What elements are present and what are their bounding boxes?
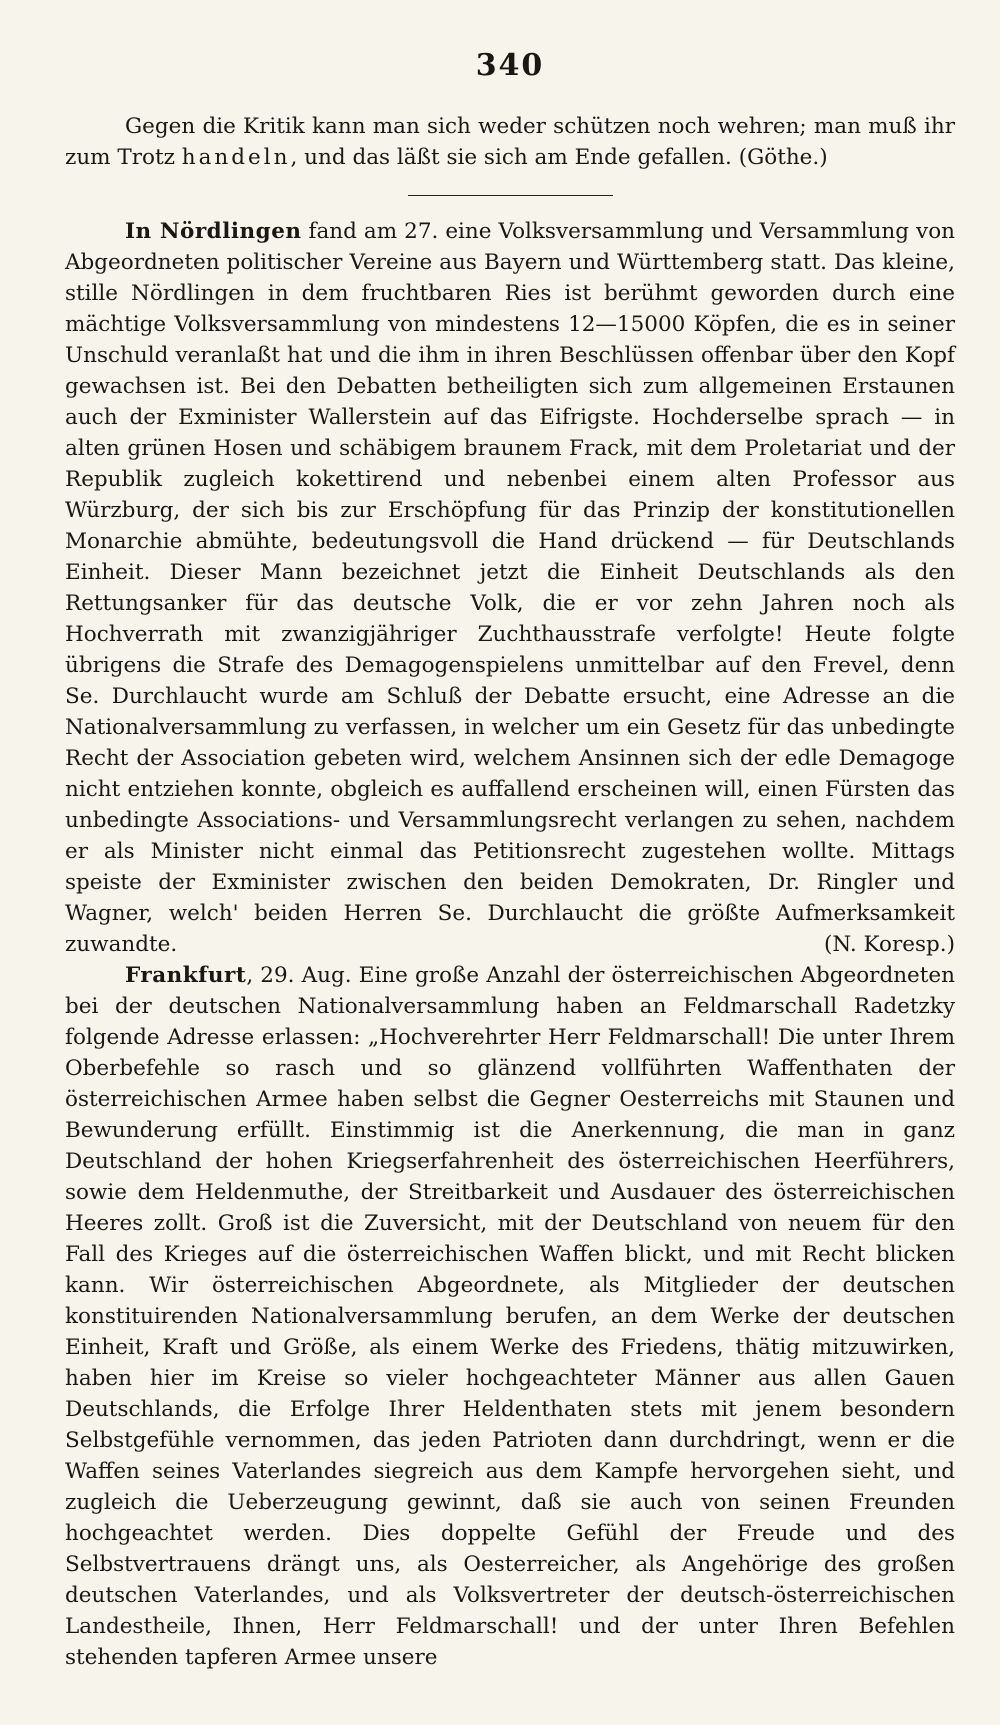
article-noerdlingen-place: In Nördlingen xyxy=(125,219,302,244)
article-frankfurt-body: , 29. Aug. Eine große Anzahl der österreichischen Abgeordneten bei der deutschen Nationalversammlung haben an Feldmarschall Radetzky folgende Adresse erlassen: „Hochverehrter Herr Feldmarschall! Die unter Ihrem Oberbefehle so rasch und so glänzend vollführten Waffenthaten der österreichischen Armee haben selbst die Gegner Oesterreichs mit Staunen und Bewunderung erfüllt. Einstimmig ist die Anerkennung, die man in ganz Deutschland der hohen Kriegserfahrenheit des österreichischen Heerführers, sowie dem Heldenmuthe, der Streitbarkeit und Ausdauer des österreichischen Heeres zollt. Groß ist die Zuversicht, mit der Deutschland von neuem für den Fall des Krieges auf die österreichischen Waffen blickt, und mit Recht blicken kann. Wir österreichischen Abgeordnete, als Mitglieder der deutschen konstituirenden Nationalversammlung berufen, an dem Werke der deutschen Einheit, Kraft und Größe, als einem Werke des Friedens, thätig mitzuwirken, haben hier im Kreise so vieler hochgeachteter Männer aus allen Gauen Deutschlands, die Erfolge Ihrer Heldenthaten stets mit jenem besondern Selbstgefühle vernommen, das jeden Patrioten dann durchdringt, wenn er die Waffen seines Vaterlandes siegreich aus dem Kampfe hervorgehen sieht, und zugleich die Ueberzeugung gewinnt, daß sie auch von seinen Freunden hochgeachtet werden. Dies doppelte Gefühl der Freude und des Selbstvertrauens drängt uns, als Oesterreicher, als Angehörige des großen deutschen Vaterlandes, und als Volksvertreter der deutsch-österreichischen Landestheile, Ihnen, Herr Feldmarschall! und der unter Ihren Befehlen stehenden tapferen Armee unsere xyxy=(65,963,955,1670)
article-frankfurt-place: Frankfurt xyxy=(125,963,247,988)
article-noerdlingen-source: (N. Koresp.) xyxy=(824,932,955,957)
epigraph-text-start: Gegen die Kritik kann man sich weder schützen noch wehren; man muß ihr zum Trotz xyxy=(65,114,955,170)
epigraph-quote xyxy=(65,111,955,173)
article-frankfurt-paragraph xyxy=(65,960,955,1673)
epigraph-text-end: , und das läßt sie sich am Ende gefallen. (Göthe.) xyxy=(290,145,828,170)
epigraph-emphasis: handeln xyxy=(181,145,291,170)
article-noerdlingen-body: fand am 27. eine Volksversammlung und Versammlung von Abgeordneten politischer Vereine aus Bayern und Württemberg statt. Das kleine, stille Nördlingen in dem fruchtbaren Ries ist berühmt geworden durch eine mächtige Volksversammlung von mindestens 12—15000 Köpfen, die es in seiner Unschuld veranlaßt hat und die ihm in ihren Beschlüssen offenbar über den Kopf gewachsen ist. Bei den Debatten betheiligten sich zum allgemeinen Erstaunen auch der Exminister Wallerstein auf das Eifrigste. Hochderselbe sprach — in alten grünen Hosen und schäbigem braunem Frack, mit dem Proletariat und der Republik zugleich kokettirend und nebenbei einem alten Professor aus Würzburg, der sich bis zur Erschöpfung für das Prinzip der konstitutionellen Monarchie abmühte, bedeutungsvoll die Hand drückend — für Deutschlands Einheit. Dieser Mann bezeichnet jetzt die Einheit Deutschlands als den Rettungsanker für das deutsche Volk, die er vor zehn Jahren noch als Hochverrath mit zwanzigjähriger Zuchthausstrafe verfolgte! Heute folgte übrigens die Strafe des Demagogenspielens unmittelbar auf den Frevel, denn Se. Durchlaucht wurde am Schluß der Debatte ersucht, eine Adresse an die Nationalversammlung zu verfassen, in welcher um ein Gesetz für das unbedingte Recht der Association gebeten wird, welchem Ansinnen sich der edle Demagoge nicht entziehen konnte, obgleich es auffallend erscheinen will, einen Fürsten das unbedingte Associations- und Versammlungsrecht verlangen zu sehen, nachdem er als Minister nicht einmal das Petitionsrecht zugestehen wollte. Mittags speiste der Exminister zwischen den beiden Demokraten, Dr. Ringler und Wagner, welch' beiden Herren Se. Durchlaucht die größte Aufmerksamkeit zuwandte. xyxy=(65,219,955,957)
page-number: 340 xyxy=(475,48,545,83)
article-noerdlingen-paragraph xyxy=(65,216,955,960)
separator-rule xyxy=(408,195,613,196)
article-frankfurt xyxy=(65,960,955,1673)
article-noerdlingen xyxy=(65,216,955,960)
